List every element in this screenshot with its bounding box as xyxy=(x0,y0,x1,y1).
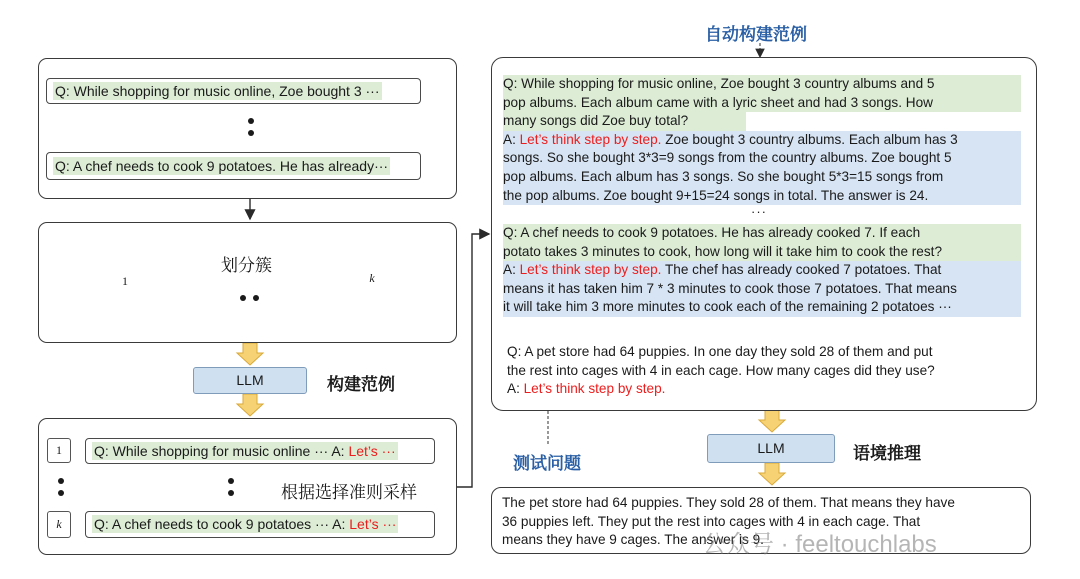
output-line: The pet store had 64 puppies. They sold 28 of them. That means they have xyxy=(502,495,955,510)
vertical-ellipsis-dot xyxy=(228,490,234,496)
test-question xyxy=(507,343,1017,399)
demo-2-question-line: potato takes 3 minutes to cook, how long will it take him to cook the rest? xyxy=(503,243,1021,262)
yellow-arrow-3 xyxy=(759,410,785,432)
demo-2-question-line: Q: A chef needs to cook 9 potatoes. He has already cooked 7. If each xyxy=(503,224,1021,243)
yellow-arrow-2 xyxy=(237,394,263,416)
sampled-row-1 xyxy=(85,438,435,464)
demos-ellipsis: ··· xyxy=(751,204,767,219)
test-question-line: the rest into cages with 4 in each cage. How many cages did they use? xyxy=(507,362,935,378)
demo-1-question-line: many songs did Zoe buy total? xyxy=(503,112,746,131)
demo-1-answer-first: Zoe bought 3 country albums. Each album has 3 xyxy=(661,131,958,147)
demo-2 xyxy=(503,224,1021,317)
yellow-arrow-1 xyxy=(237,343,263,365)
vertical-ellipsis-dot xyxy=(228,478,234,484)
vertical-ellipsis-dot xyxy=(248,118,254,124)
test-question-line: Q: A pet store had 64 puppies. In one day they sold 28 of them and put xyxy=(507,344,933,359)
demo-2-answer-first: The chef has already cooked 7 potatoes. That xyxy=(661,262,942,278)
question-1-text: Q: While shopping for music online, Zoe bought 3 ··· xyxy=(55,83,380,99)
sampling-criteria-label: 根据选择准则采样 xyxy=(281,483,417,502)
output-line: 36 puppies left. They put the rest into cages with 4 in each cage. That xyxy=(502,513,921,529)
question-2-box xyxy=(46,152,421,180)
demo-2-answer-line: means it has taken him 7 * 3 minutes to cook those 7 potatoes. That means xyxy=(503,280,1021,299)
demo-2-prompt: Let’s think step by step. xyxy=(519,262,662,278)
demo-1-question-line: pop albums. Each album came with a lyric sheet and had 3 songs. How xyxy=(503,94,1021,113)
demo-1-answer-line xyxy=(503,131,1021,150)
sampled-row-1-answer: Let’s ··· xyxy=(348,443,396,459)
yellow-arrow-4 xyxy=(759,463,785,485)
cluster-title: 划分簇 xyxy=(221,256,272,275)
in-context-reasoning-label: 语境推理 xyxy=(853,444,921,463)
sampled-row-k-answer: Let’s ··· xyxy=(349,516,397,532)
answer-prefix: A: xyxy=(503,262,520,278)
vertical-ellipsis-dot xyxy=(248,130,254,136)
test-prompt: Let’s think step by step. xyxy=(523,381,666,397)
demo-2-answer-line: it will take him 3 more minutes to cook each of the remaining 2 potatoes ··· xyxy=(503,298,1021,317)
arrow-to-demos xyxy=(456,234,489,487)
test-answer-line xyxy=(507,380,1017,399)
build-demos-label: 构建范例 xyxy=(327,375,395,394)
sampled-row-k xyxy=(85,511,435,538)
sampled-row-k-question: Q: A chef needs to cook 9 potatoes ··· A: xyxy=(94,516,350,532)
cluster-label-k: k xyxy=(369,271,375,285)
cluster-index-1: 1 xyxy=(47,438,71,463)
auto-build-label: 自动构建范例 xyxy=(705,25,807,44)
cluster-index-k: k xyxy=(47,511,71,538)
answer-prefix: A: xyxy=(503,131,520,147)
llm-build-box: LLM xyxy=(193,367,307,394)
cluster-label-1: 1 xyxy=(122,274,128,288)
sampled-row-1-question: Q: While shopping for music online ··· A: xyxy=(94,443,349,459)
output-line: means they have 9 cages. The answer is 9. xyxy=(502,532,764,548)
horizontal-ellipsis-dot xyxy=(240,295,246,301)
question-2-text: Q: A chef needs to cook 9 potatoes. He has already··· xyxy=(55,158,389,174)
demo-1-answer-line: songs. So she bought 3*3=9 songs from the country albums. Zoe bought 5 xyxy=(503,149,1021,168)
cluster-panel xyxy=(38,222,457,343)
question-1-box xyxy=(46,78,421,104)
llm-reason-box: LLM xyxy=(707,434,835,463)
horizontal-ellipsis-dot xyxy=(253,295,259,301)
demo-1 xyxy=(503,75,1021,205)
test-question-label: 测试问题 xyxy=(513,454,581,473)
watermark: 公众号 · feeltouchlabs xyxy=(702,531,937,558)
demo-1-prompt: Let’s think step by step. xyxy=(519,131,662,147)
vertical-ellipsis-dot xyxy=(58,490,64,496)
vertical-ellipsis-dot xyxy=(58,478,64,484)
demo-1-question-line: Q: While shopping for music online, Zoe bought 3 country albums and 5 xyxy=(503,75,1021,94)
answer-prefix: A: xyxy=(507,381,524,397)
demo-1-answer-line: pop albums. Each album has 3 songs. So she bought 5*3=15 songs from xyxy=(503,168,1021,187)
demo-2-answer-line xyxy=(503,261,1021,280)
demo-1-answer-line: the pop albums. Zoe bought 9+15=24 songs in total. The answer is 24. xyxy=(503,187,1021,206)
